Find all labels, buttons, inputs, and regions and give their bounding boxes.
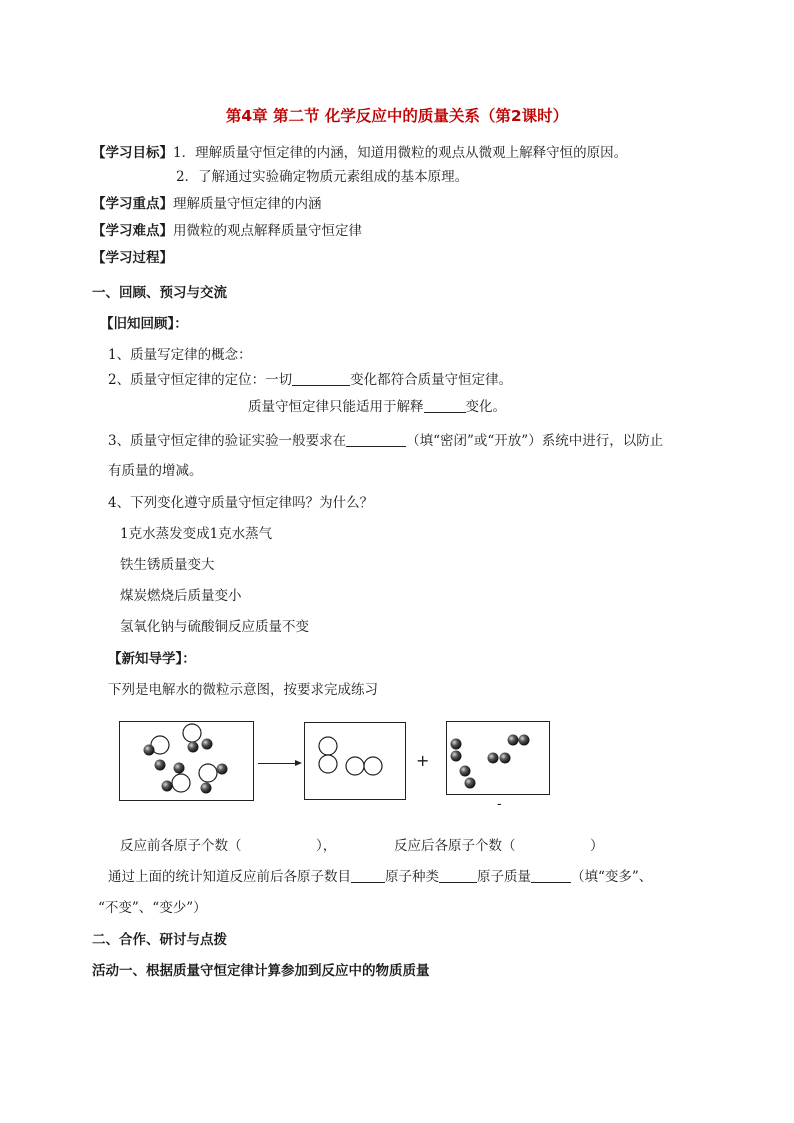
q4-item-4: 氢氧化钠与硫酸铜反应质量不变 [120,619,309,635]
oxygen-atom [319,755,337,773]
hydrogen-atom [144,745,155,756]
hydrogen-atom [188,742,199,753]
diagram-intro: 下列是电解水的微粒示意图，按要求完成练习 [108,682,378,698]
hydrogen-atom [465,778,476,789]
oxygen-atom [346,757,364,775]
objective-1: 1．理解质量守恒定律的内涵，知道用微粒的观点从微观上解释守恒的原因。 [173,145,628,161]
hydrogen-atom [451,751,462,762]
question-2b-post: 变化。 [465,399,506,415]
objective-2: 2．了解通过实验确定物质元素组成的基本原理。 [176,169,469,185]
question-2-pre: 2、质量守恒定律的定位：一切 [108,372,293,388]
activity-1-heading: 活动一、根据质量守恒定律计算参加到反应中的物质质量 [92,963,430,979]
hydrogen-atom [202,739,213,750]
hydrogen-atom [217,764,228,775]
hydrogen-atom [508,735,519,746]
review-tag: 【旧知回顾】： [100,316,188,332]
stat-mid-1: 原子种类 [385,869,439,885]
answer-blank[interactable] [531,868,571,883]
process-tag: 【学习过程】 [92,250,173,266]
key-point-tag: 【学习重点】 [92,196,173,212]
question-3-cont: 有质量的增减。 [108,463,203,479]
answer-blank[interactable] [351,868,385,883]
question-2-post: 变化都符合质量守恒定律。 [350,372,513,388]
question-3-pre: 3、质量守恒定律的验证实验一般要求在 [108,433,347,449]
q4-item-1: 1克水蒸发变成1克水蒸气 [120,526,273,542]
oxygen-atom [183,724,201,742]
stat-post: （填“变多”、 [571,869,653,885]
question-1: 1、质量写定律的概念： [108,347,252,363]
hydrogen-atom [451,739,462,750]
q4-item-2: 铁生锈质量变大 [120,557,215,573]
new-knowledge-tag: 【新知导学】： [108,651,196,667]
question-3-post: （填“密闭”或“开放”）系统中进行，以防止 [406,433,664,449]
hydrogen-atom [460,766,471,777]
question-4: 4、下列变化遵守质量守恒定律吗？为什么？ [108,495,374,511]
oxygen-atom [319,737,337,755]
hydrogen-atom [488,753,499,764]
hydrogen-atom [155,760,166,771]
objectives-tag: 【学习目标】 [92,145,173,161]
page-title: 第4章 第二节 化学反应中的质量关系（第2课时） [225,107,569,125]
count-after-label: 反应后各原子个数（ [394,838,516,854]
count-before-label: 反应前各原子个数（ [120,838,242,854]
count-after-close: ） [590,838,604,854]
statistics-line [108,868,652,886]
hydrogen-atom [162,781,173,792]
stat-mid-2: 原子质量 [477,869,531,885]
q4-item-3: 煤炭燃烧后质量变小 [120,588,242,604]
difficulty-tag: 【学习难点】 [92,223,173,239]
oxygen-atom [172,774,190,792]
count-before-close: ）， [316,838,337,854]
statistics-cont: “不变”、“变少”） [98,900,207,916]
oxygen-atom [364,757,382,775]
dash-mark: - [497,796,502,812]
hydrogen-atom [519,735,530,746]
hydrogen-atom [500,753,511,764]
section2-heading: 二、合作、研讨与点拨 [92,932,227,948]
oxygen-atom [199,764,217,782]
plus-sign: + [416,751,430,770]
hydrogen-atom [201,783,212,794]
question-2b-pre: 质量守恒定律只能适用于解释 [248,399,424,415]
key-point-text: 理解质量守恒定律的内涵 [173,196,322,212]
stat-pre: 通过上面的统计知道反应前后各原子数目 [108,869,351,885]
hydrogen-atom [174,763,185,774]
section1-heading: 一、回顾、预习与交流 [92,285,227,301]
answer-blank[interactable] [439,868,477,883]
difficulty-text: 用微粒的观点解释质量守恒定律 [173,223,362,239]
